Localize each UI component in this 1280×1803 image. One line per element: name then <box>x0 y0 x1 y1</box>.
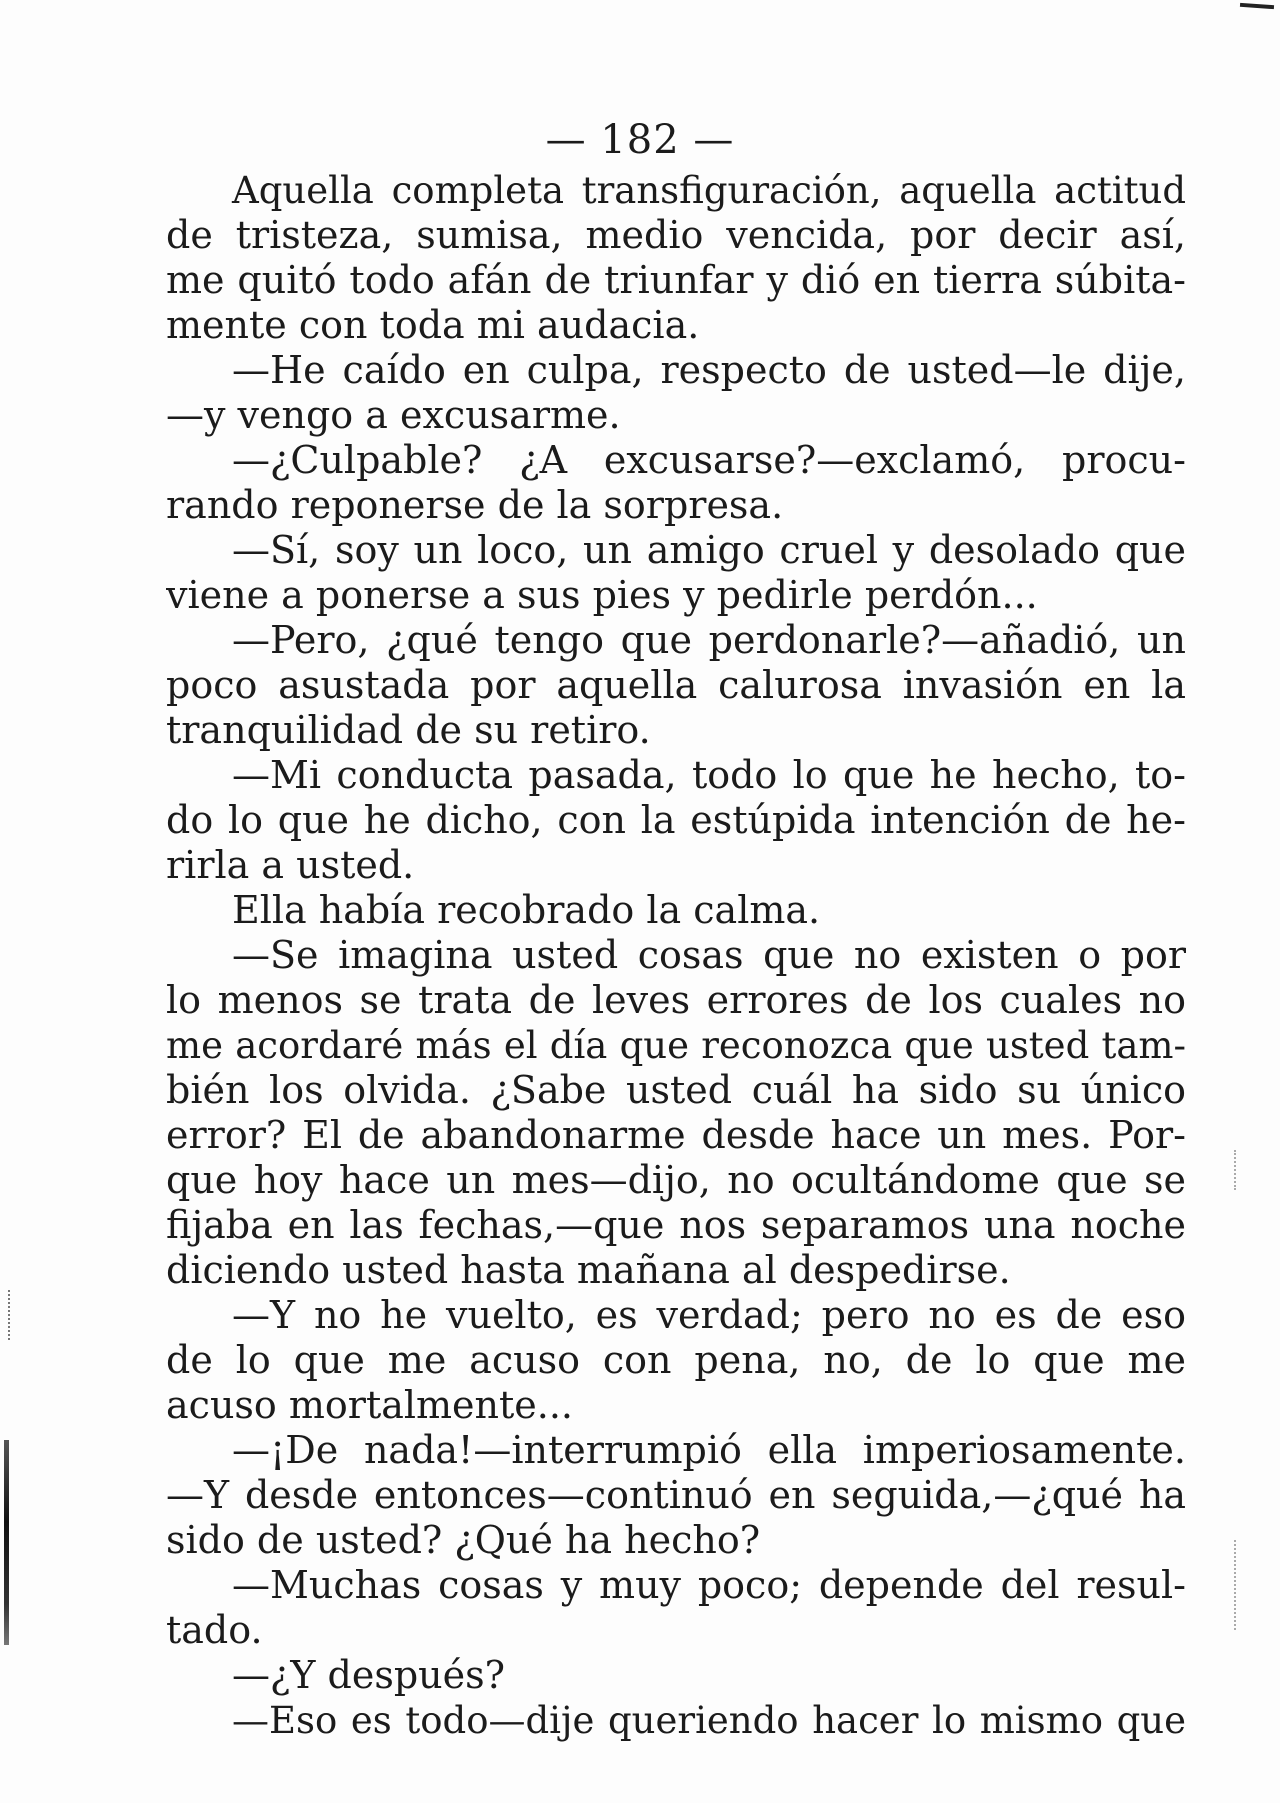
text-line: —Mi conducta pasada, todo lo que he hecho, to- <box>232 753 1186 797</box>
text-line: error? El de abandonarme desde hace un mes. Por- <box>166 1113 1186 1157</box>
scan-speckles-upper <box>1234 1150 1240 1190</box>
scan-edge-dots <box>8 1290 16 1340</box>
text-line: —He caído en culpa, respecto de usted—le dije, <box>232 348 1186 392</box>
text-line: de tristeza, sumisa, medio vencida, por decir así, <box>166 213 1186 257</box>
text-line: poco asustada por aquella calurosa invasión en la <box>166 663 1186 707</box>
text-line: —Y no he vuelto, es verdad; pero no es de eso <box>232 1293 1186 1337</box>
text-line: que hoy hace un mes—dijo, no ocultándome que se <box>166 1158 1186 1202</box>
text-line: Ella había recobrado la calma. <box>232 888 821 932</box>
text-line: mente con toda mi audacia. <box>166 303 700 347</box>
text-line: —Sí, soy un loco, un amigo cruel y desolado que <box>232 528 1186 572</box>
text-line: —¿Culpable? ¿A excusarse?—exclamó, procu- <box>232 438 1186 482</box>
text-line: —y vengo a excusarme. <box>166 393 621 437</box>
text-line: bién los olvida. ¿Sabe usted cuál ha sido su único <box>166 1068 1186 1112</box>
text-line: —Pero, ¿qué tengo que perdonarle?—añadió, un <box>232 618 1186 662</box>
scan-speckles-lower <box>1234 1540 1240 1630</box>
text-line: diciendo usted hasta mañana al despedirse. <box>166 1248 1011 1292</box>
text-line: rando reponerse de la sorpresa. <box>166 483 784 527</box>
text-line: —Y desde entonces—continuó en seguida,—¿qué ha <box>166 1473 1186 1517</box>
text-line: —Muchas cosas y muy poco; depende del resul- <box>232 1563 1186 1607</box>
scan-corner-mark <box>1240 3 1274 9</box>
text-line: rirla a usted. <box>166 843 415 887</box>
text-line: viene a ponerse a sus pies y pedirle perdón... <box>166 573 1038 617</box>
scan-edge-mark <box>4 1440 9 1645</box>
text-line: tranquilidad de su retiro. <box>166 708 651 752</box>
text-line: —¿Y después? <box>232 1653 506 1697</box>
text-line: —¡De nada!—interrumpió ella imperiosamente. <box>232 1428 1186 1472</box>
text-line: de lo que me acuso con pena, no, de lo que me <box>166 1338 1186 1382</box>
page-number: — 182 — <box>545 117 735 163</box>
text-line: me quitó todo afán de triunfar y dió en tierra súbita- <box>166 258 1186 302</box>
text-line: —Eso es todo—dije queriendo hacer lo mismo que <box>232 1699 1186 1742</box>
text-line: tado. <box>166 1608 263 1652</box>
text-line: Aquella completa transfiguración, aquella actitud <box>232 169 1186 212</box>
text-line: fijaba en las fechas,—que nos separamos una noche <box>166 1203 1186 1247</box>
body-text <box>166 168 1186 1743</box>
text-line: do lo que he dicho, con la estúpida intención de he- <box>166 798 1186 842</box>
text-line: lo menos se trata de leves errores de los cuales no <box>166 978 1186 1022</box>
text-line: —Se imagina usted cosas que no existen o por <box>232 933 1186 977</box>
text-line: acuso mortalmente... <box>166 1383 574 1427</box>
text-line: sido de usted? ¿Qué ha hecho? <box>166 1518 761 1562</box>
text-line: me acordaré más el día que reconozca que usted tam- <box>166 1024 1186 1067</box>
